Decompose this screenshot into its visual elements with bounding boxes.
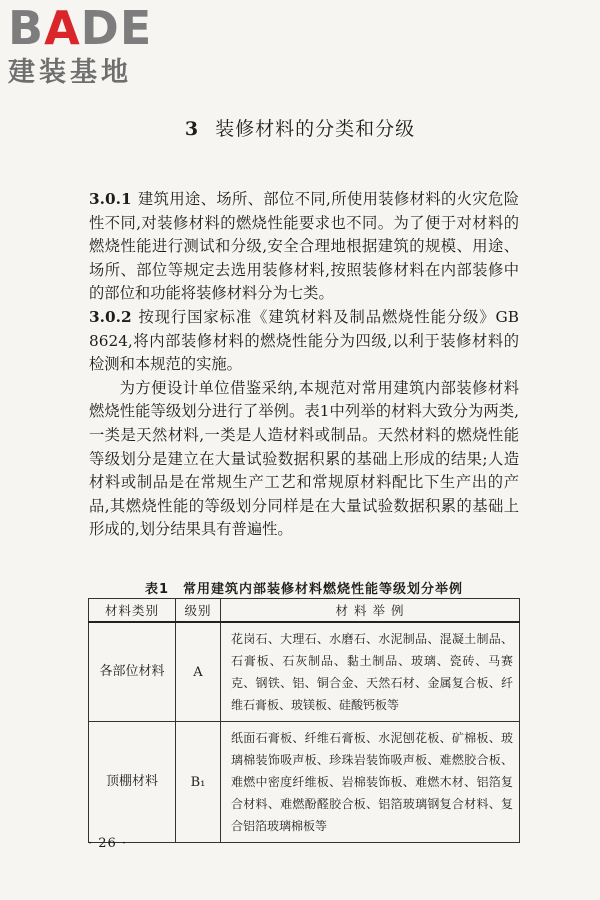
materials-table (88, 598, 520, 843)
explanation-paragraph: 为方便设计单位借鉴采纳,本规范对常用建筑内部装修材料燃烧性能等级划分进行了举例。表1中列举的材料大致分为两类,一类是天然材料,一类是人造材料或制品。天然材料的燃烧性能等级划分是建立在大量试验数据积累的基础上形成的结果;人造材料或制品是在常规生产工艺和常规原材料配比下生产出的产品,其燃烧性能的等级划分同样是在大量试验数据积累的基础上形成的,划分结果具有普遍性。 (89, 378, 519, 539)
body-text (89, 188, 519, 542)
clause-3-0-2 (89, 306, 519, 377)
table-title: 常用建筑内部装修材料燃烧性能等级划分举例 (183, 582, 464, 597)
cell-category: 各部位材料 (89, 622, 176, 722)
table-number: 表1 (144, 582, 170, 597)
chapter-title-text: 装修材料的分类和分级 (215, 118, 416, 140)
logo-wordmark: BADE (8, 1, 153, 55)
table-header-row (89, 599, 520, 623)
clause-number: 3.0.1 (89, 190, 132, 208)
bade-logo (8, 1, 178, 90)
table-row (89, 722, 520, 843)
header-examples: 材 料 举 例 (221, 599, 520, 623)
table-caption (89, 578, 519, 597)
cell-category: 顶棚材料 (89, 722, 176, 843)
cell-level: B₁ (176, 722, 221, 843)
table-row (89, 622, 520, 722)
header-level: 级别 (176, 599, 221, 623)
cell-level: A (176, 622, 221, 722)
clause-text: 按现行国家标准《建筑材料及制品燃烧性能分级》GB 8624,将内部装修材料的燃烧性能分为四级,以利于装修材料的检测和本规范的实施。 (89, 307, 519, 374)
chapter-title (0, 114, 600, 141)
page-number: · 26 · (88, 836, 128, 851)
clause-number: 3.0.2 (89, 307, 132, 326)
cell-examples: 纸面石膏板、纤维石膏板、水泥刨花板、矿棉板、玻璃棉装饰吸声板、珍珠岩装饰吸声板、难燃胶合板、难燃中密度纤维板、岩棉装饰板、难燃木材、铝箔复合材料、难燃酚醛胶合板、铝箔玻璃钢复合材料、复合铝箔玻璃棉板等 (221, 722, 520, 843)
clause-text: 建筑用途、场所、部位不同,所使用装修材料的火灾危险性不同,对装修材料的燃烧性能要求也不同。为了便于对材料的燃烧性能进行测试和分级,安全合理地根据建筑的规模、用途、场所、部位等规定去选用装修材料,按照装修材料在内部装修中的部位和功能将装修材料分为七类。 (89, 190, 519, 303)
header-category: 材料类别 (89, 599, 176, 623)
logo-subtitle: 建装基地 (8, 57, 132, 88)
chapter-number: 3 (184, 118, 200, 140)
clause-3-0-1 (89, 188, 519, 306)
cell-examples: 花岗石、大理石、水磨石、水泥制品、混凝土制品、石膏板、石灰制品、黏土制品、玻璃、瓷砖、马赛克、钢铁、铝、铜合金、天然石材、金属复合板、纤维石膏板、玻镁板、硅酸钙板等 (221, 622, 520, 722)
